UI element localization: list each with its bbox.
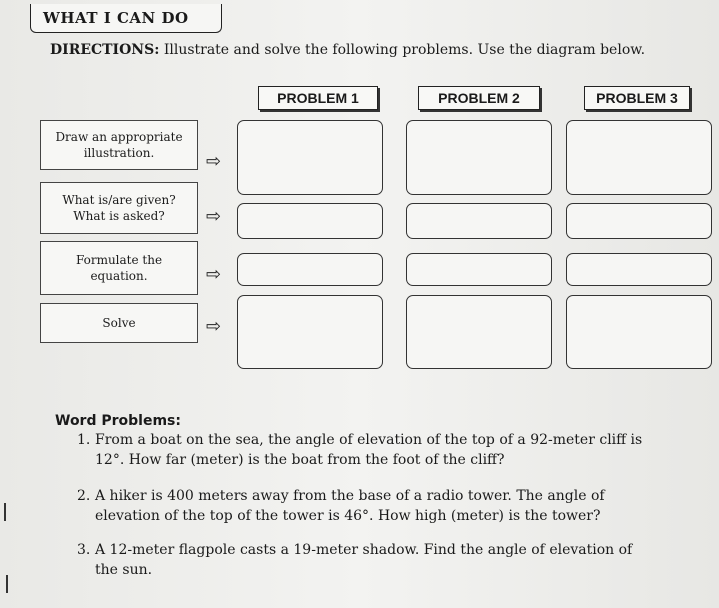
margin-mark (4, 503, 6, 521)
step-text: Draw an appropriate (55, 130, 183, 144)
item-number: 1. (77, 432, 91, 448)
p3-solve-cell[interactable] (566, 295, 712, 369)
word-problems-heading: Word Problems: (55, 413, 181, 429)
word-problem-2 (77, 486, 707, 526)
p2-given-cell[interactable] (406, 203, 552, 239)
step-solve (40, 303, 198, 343)
directions-text: Illustrate and solve the following problems. Use the diagram below. (163, 42, 646, 58)
step-text: equation. (90, 269, 148, 283)
right-arrow-icon: ⇨ (206, 264, 222, 285)
step-text: Formulate the (75, 253, 163, 267)
right-arrow-icon: ⇨ (206, 316, 222, 337)
step-illustration (40, 120, 198, 170)
item-line: elevation of the top of the tower is 46°. How high (meter) is the tower? (95, 508, 601, 524)
directions-label: DIRECTIONS: (50, 42, 160, 58)
p1-given-cell[interactable] (237, 203, 383, 239)
item-line: A hiker is 400 meters away from the base of a radio tower. The angle of (95, 488, 605, 504)
item-line: A 12-meter flagpole casts a 19-meter shadow. Find the angle of elevation of (95, 542, 633, 558)
step-text: What is asked? (73, 209, 165, 223)
word-problem-1 (77, 430, 707, 470)
item-line: the sun. (95, 562, 153, 578)
p2-equation-cell[interactable] (406, 253, 552, 286)
p3-equation-cell[interactable] (566, 253, 712, 286)
step-text: illustration. (83, 146, 155, 160)
step-formulate (40, 241, 198, 295)
p2-illustration-cell[interactable] (406, 120, 552, 195)
p1-solve-cell[interactable] (237, 295, 383, 369)
p3-given-cell[interactable] (566, 203, 712, 239)
section-title: WHAT I CAN DO (43, 9, 189, 27)
item-number: 2. (77, 488, 91, 504)
directions (50, 42, 645, 58)
p1-illustration-cell[interactable] (237, 120, 383, 195)
problem-3-label: PROBLEM 3 (584, 86, 690, 110)
margin-mark (6, 575, 8, 593)
item-line: 12°. How far (meter) is the boat from the foot of the cliff? (95, 452, 505, 468)
right-arrow-icon: ⇨ (206, 206, 222, 227)
word-problem-3 (77, 540, 707, 580)
right-arrow-icon: ⇨ (206, 151, 222, 172)
item-number: 3. (77, 542, 91, 558)
problem-1-label: PROBLEM 1 (258, 86, 378, 110)
problem-2-label: PROBLEM 2 (418, 86, 540, 110)
step-text: Solve (102, 316, 136, 330)
step-given-asked (40, 182, 198, 234)
p1-equation-cell[interactable] (237, 253, 383, 286)
p2-solve-cell[interactable] (406, 295, 552, 369)
section-title-box (30, 4, 222, 33)
item-line: From a boat on the sea, the angle of elevation of the top of a 92-meter cliff is (95, 432, 643, 448)
step-text: What is/are given? (62, 193, 176, 207)
p3-illustration-cell[interactable] (566, 120, 712, 195)
